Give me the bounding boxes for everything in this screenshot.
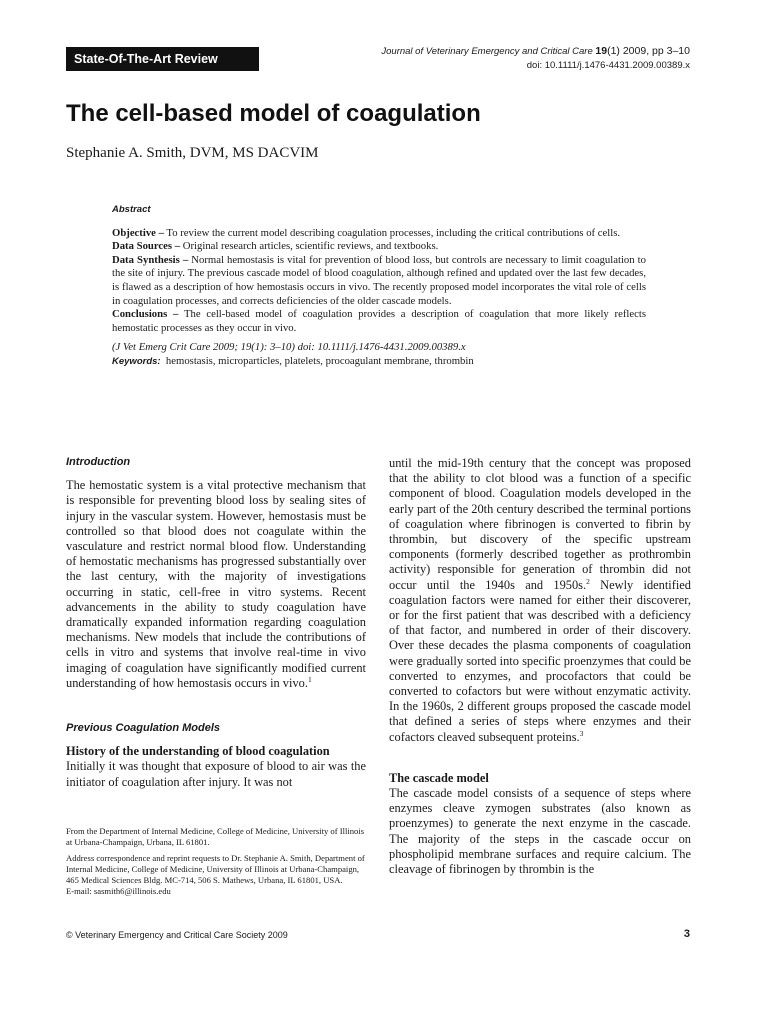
article-title: The cell-based model of coagulation [66,100,481,127]
journal-volume: 19 [595,45,608,57]
history-text-a: until the mid-19th century that the concept was proposed that the ability to clot blood was a function of a specific component of blood. Coagulation models developed in the early part of the 20th century described the terminal portions of coagulation where fibrinogen is converted to fibrin by thrombin, but discovery of the specific upstream components (formerly described together as prothrombin activity) responsible for generation of thrombin did not occur until the 1940s and 1950s. [389,456,691,592]
sources-text: Original research articles, scientific reviews, and textbooks. [182,240,439,253]
synthesis-text: Normal hemostasis is vital for prevention of blood loss, but controls are necessary to limit coagulation to the site of injury. The previous cascade model of blood coagulation, although refined and updated over the last few decades, is flawed as a description of how hemostasis occurs in vivo. The recently proposed model incorporates the vital role of cells in coagulation processes, and corrects deficiencies of the older cascade models. [112,253,646,307]
ref-3: 3 [579,728,584,738]
objective-text: To review the current model describing coagulation processes, including the critical contributions of cells. [166,226,621,239]
ref-1: 1 [307,674,312,684]
abstract-citation: (J Vet Emerg Crit Care 2009; 19(1): 3–10) doi: 10.1111/j.1476-4431.2009.00389.x [112,341,466,354]
conclusions-label: Conclusions – [112,308,179,321]
affiliation-email: E-mail: sasmith6@illinois.edu [66,886,171,896]
introduction-text [66,478,366,691]
previous-models-heading: Previous Coagulation Models [66,722,221,735]
history-subheading: History of the understanding of blood coagulation [66,744,330,759]
left-column [66,455,366,790]
synthesis-label: Data Synthesis – [112,253,189,266]
introduction-body: The hemostatic system is a vital protective mechanism that is responsible for preventing blood loss by sealing sites of injury in the vascular system. However, hemostasis must be controlled so that blood does not coagulate within the vasculature and restrict normal blood flow. Understanding of hemostatic mechanisms has progressed substantially over the last century, with the majority of investigations occurring in static, cell-free in vitro systems. Recent advancements in the ability to study coagulation have dramatically expanded information regarding coagulation mechanisms. New models that include the contributions of cells in vitro and systems that involve real-time in vivo imaging of coagulation have significantly modified current understanding of how hemostasis occurs in vivo. [66,478,366,690]
introduction-heading: Introduction [66,456,131,468]
journal-issue: (1) 2009, pp 3–10 [607,45,690,57]
abstract-objective [112,227,646,241]
abstract-synthesis [112,254,646,308]
keywords [112,355,646,369]
cascade-text: The cascade model consists of a sequence of steps where enzymes cleave zymogen substrates (also known as proenzymes) to generate the next enzyme in the cascade. The majority of the steps in the cascade occur on phospholipid membrane surfaces and require calcium. The cleavage of fibrinogen by thrombin is the [389,786,691,877]
journal-doi: doi: 10.1111/j.1476-4431.2009.00389.x [526,60,690,71]
ref-2: 2 [586,576,590,586]
journal-name: Journal of Veterinary Emergency and Critical Care [381,46,593,57]
objective-label: Objective – [112,226,164,239]
cascade-heading: The cascade model [389,770,489,785]
page-number: 3 [683,928,690,940]
affiliation-footnote [66,826,369,902]
conclusions-text: The cell-based model of coagulation provides a description of coagulation that more likely reflects hemostatic processes as they occur in vivo. [112,308,646,334]
affiliation-address: Address correspondence and reprint requests to Dr. Stephanie A. Smith, Department of Internal Medicine, College of Medicine, University of Illinois at Urbana-Champaign, 465 Medical Sciences Bldg. MC-714, 506 S. Mathews, Urbana, IL 61801, USA. [66,853,365,885]
author-line: Stephanie A. Smith, DVM, MS DACVIM [66,145,319,161]
affiliation-from: From the Department of Internal Medicine, College of Medicine, University of Illinois at Urbana-Champaign, Urbana, IL 61801. [66,826,365,847]
keywords-text: hemostasis, microparticles, platelets, procoagulant membrane, thrombin [165,354,474,367]
sources-label: Data Sources – [112,240,181,253]
article-type-badge: State-Of-The-Art Review [66,47,259,71]
history-continued [389,456,691,745]
history-text: Initially it was thought that exposure of blood to air was the initiator of coagulation after injury. It was not [66,759,366,789]
abstract-sources [112,240,646,254]
copyright: © Veterinary Emergency and Critical Care Society 2009 [66,930,288,940]
history-text-b: Newly identified coagulation factors were named for either their discoverer, or for the first patient that was described with a deficiency of that factor, and numbered in order of their discovery. Over these decades the plasma components of coagulation were gradually sorted into specific proenzymes that could be converted to enzymes, and procofactors that could be converted to cofactors but were without enzymatic activity. In the 1960s, 2 different groups proposed the cascade model that defined a series of steps where enzymes and their cofactors cleaved subsequent proteins. [389,577,691,744]
abstract-heading: Abstract [112,204,151,215]
abstract [112,203,646,369]
journal-header [381,44,690,73]
abstract-conclusions [112,308,646,335]
right-column [389,456,691,877]
keywords-label: Keywords: [112,355,161,367]
